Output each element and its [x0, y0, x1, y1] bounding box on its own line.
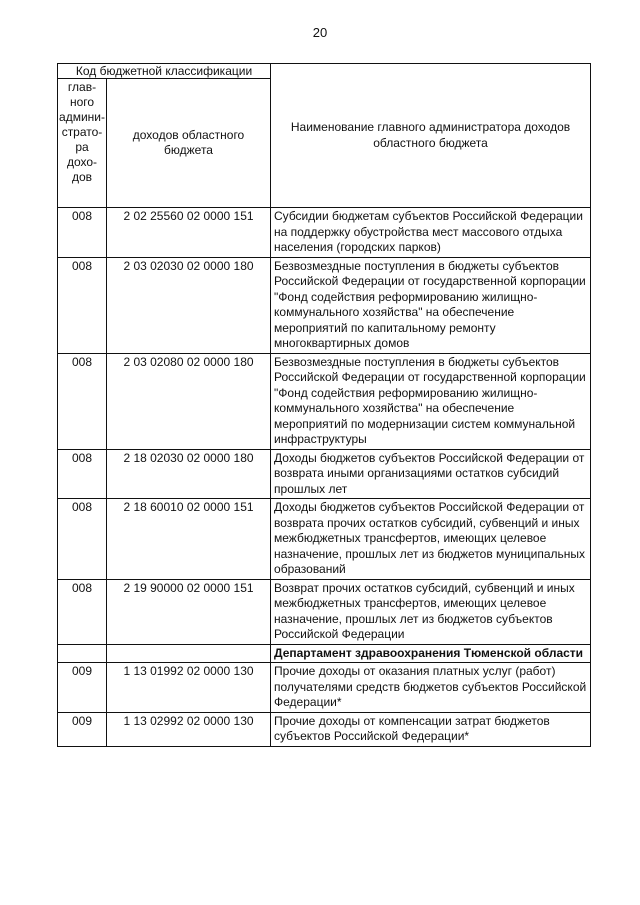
income-name-cell: Безвозмездные поступления в бюджеты субъектов Российской Федерации от государственной корпорации "Фонд содействия реформированию жилищно-коммунального хозяйства" на обеспечение мероприятий по капитальному ремонту многоквартирных домов	[271, 257, 591, 353]
table-row	[58, 579, 591, 644]
income-name-cell: Прочие доходы от оказания платных услуг (работ) получателями средств бюджетов субъектов Российской Федерации*	[271, 663, 591, 713]
income-name-cell: Доходы бюджетов субъектов Российской Федерации от возврата прочих остатков субсидий, субвенций и иных межбюджетных трансфертов, имеющих целевое назначение, прошлых лет из бюджетов муниципальных образований	[271, 499, 591, 580]
table-row	[58, 449, 591, 499]
section-row	[58, 644, 591, 663]
admin-code-cell: 008	[58, 449, 107, 499]
budget-code-cell	[107, 644, 271, 663]
admin-code-cell: 008	[58, 353, 107, 449]
budget-classification-table	[57, 63, 591, 747]
admin-code-cell: 009	[58, 663, 107, 713]
header-row-1	[58, 64, 591, 79]
budget-code-cell: 2 19 90000 02 0000 151	[107, 579, 271, 644]
admin-code-cell: 008	[58, 579, 107, 644]
admin-code-cell: 009	[58, 712, 107, 746]
income-name-cell: Субсидии бюджетам субъектов Российской Федерации на поддержку обустройства мест массового отдыха населения (городских парков)	[271, 208, 591, 258]
admin-code-cell: 008	[58, 257, 107, 353]
budget-code-cell: 2 03 02030 02 0000 180	[107, 257, 271, 353]
table-row	[58, 257, 591, 353]
table-row	[58, 663, 591, 713]
header-regional-income: доходов областного бюджета	[107, 79, 271, 208]
budget-code-cell: 2 18 60010 02 0000 151	[107, 499, 271, 580]
budget-code-cell: 1 13 02992 02 0000 130	[107, 712, 271, 746]
department-heading: Департамент здравоохранения Тюменской области	[271, 644, 591, 663]
income-name-cell: Прочие доходы от компенсации затрат бюджетов субъектов Российской Федерации*	[271, 712, 591, 746]
table-row	[58, 712, 591, 746]
budget-code-cell: 1 13 01992 02 0000 130	[107, 663, 271, 713]
admin-code-cell	[58, 644, 107, 663]
header-admin-name: Наименование главного администратора доходов областного бюджета	[271, 64, 591, 208]
admin-code-cell: 008	[58, 499, 107, 580]
page-number: 20	[312, 25, 328, 40]
table-row	[58, 499, 591, 580]
header-chief-admin: глав-ного админи-страто-ра дохо-дов	[58, 79, 107, 208]
table-row	[58, 208, 591, 258]
admin-code-cell: 008	[58, 208, 107, 258]
budget-code-cell: 2 18 02030 02 0000 180	[107, 449, 271, 499]
income-name-cell: Доходы бюджетов субъектов Российской Федерации от возврата иными организациями остатков субсидий прошлых лет	[271, 449, 591, 499]
header-budget-code-group: Код бюджетной классификации	[58, 64, 271, 79]
table-row	[58, 353, 591, 449]
budget-code-cell: 2 02 25560 02 0000 151	[107, 208, 271, 258]
income-name-cell: Безвозмездные поступления в бюджеты субъектов Российской Федерации от государственной корпорации "Фонд содействия реформированию жилищно-коммунального хозяйства" на обеспечение мероприятий по модернизации систем коммунальной инфраструктуры	[271, 353, 591, 449]
budget-code-cell: 2 03 02080 02 0000 180	[107, 353, 271, 449]
income-name-cell: Возврат прочих остатков субсидий, субвенций и иных межбюджетных трансфертов, имеющих целевое назначение, прошлых лет из бюджетов субъектов Российской Федерации	[271, 579, 591, 644]
